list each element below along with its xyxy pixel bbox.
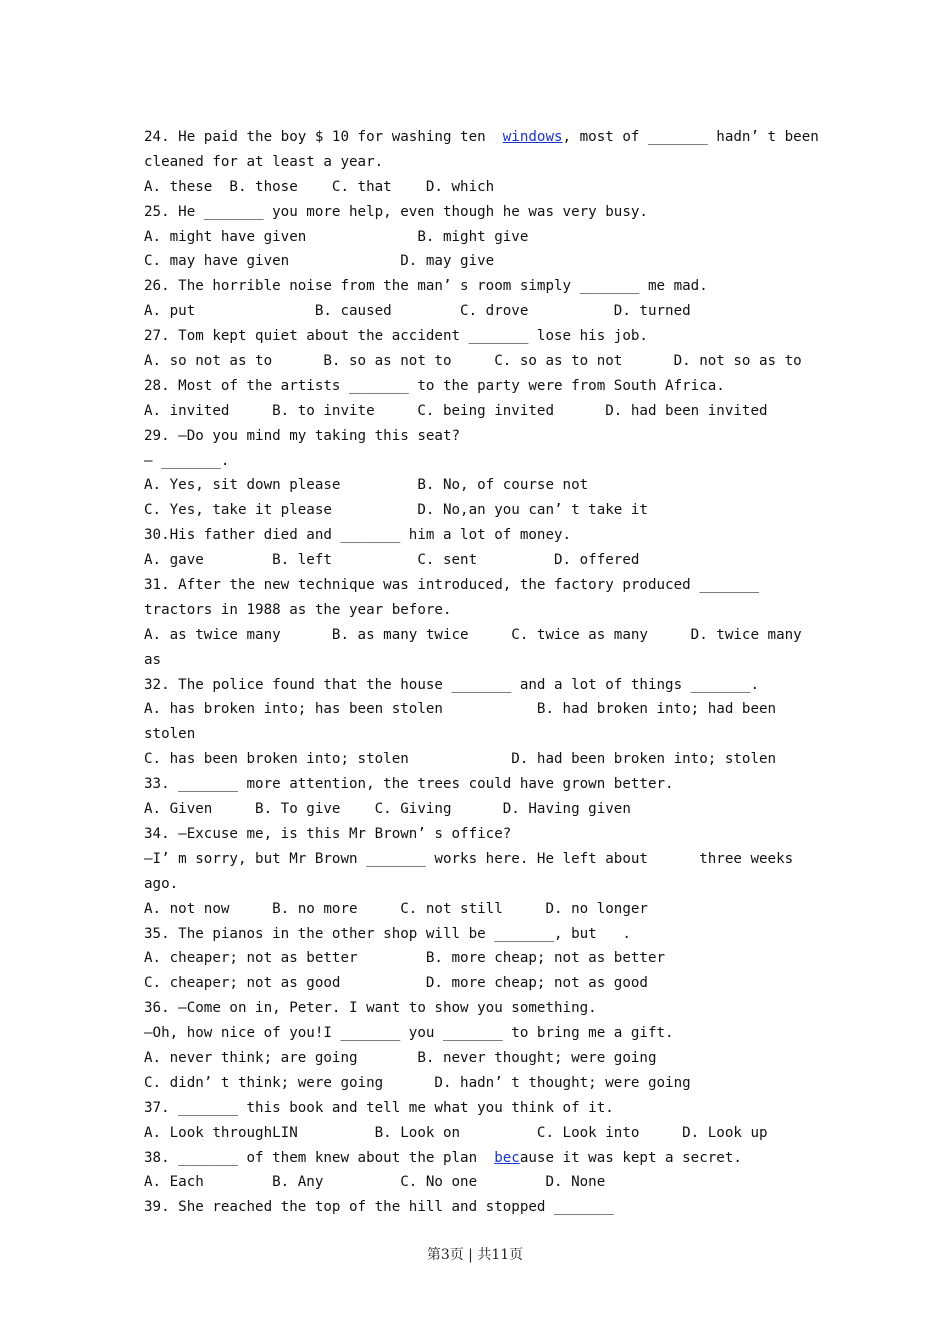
line-text: 25. He _______ you more help, even though he was very busy. <box>144 203 648 220</box>
text-line <box>144 697 814 722</box>
text-line <box>144 349 814 374</box>
text-line <box>144 449 814 474</box>
text-line <box>144 573 814 598</box>
line-text: A. Look throughLIN B. Look on C. Look into D. Look up <box>144 1124 768 1141</box>
line-text: 24. He paid the boy $ 10 for washing ten <box>144 129 503 145</box>
text-line <box>144 225 814 250</box>
text-line <box>144 200 814 225</box>
text-line <box>144 424 814 449</box>
text-line <box>144 747 814 772</box>
text-line <box>144 523 814 548</box>
line-text: , most of _______ hadn’ t been <box>562 129 819 145</box>
line-text: A. these B. those C. that D. which <box>144 178 495 195</box>
hyperlink[interactable]: windows <box>502 129 563 145</box>
line-text: tractors in 1988 as the year before. <box>144 601 452 618</box>
text-line <box>144 125 819 150</box>
text-line <box>144 324 814 349</box>
line-text: C. cheaper; not as good D. more cheap; not as good <box>144 975 648 992</box>
text-line <box>144 971 814 996</box>
text-line <box>144 1121 814 1146</box>
line-text: ago. <box>144 875 179 892</box>
text-line <box>144 897 814 922</box>
line-text: C. Yes, take it please D. No,an you can’ t take it <box>144 502 648 519</box>
line-text: A. Given B. To give C. Giving D. Having given <box>144 801 631 818</box>
line-text: 29. —Do you mind my taking this seat? <box>144 427 461 444</box>
hyperlink[interactable]: bec <box>494 1149 520 1166</box>
line-text: A. Yes, sit down please B. No, of course not <box>144 477 589 494</box>
line-text: 37. _______ this book and tell me what you think of it. <box>144 1099 614 1116</box>
line-text: 39. She reached the top of the hill and stopped _______ <box>144 1199 614 1216</box>
text-line <box>144 175 814 200</box>
text-line <box>144 498 814 523</box>
line-text: A. never think; are going B. never thought; were going <box>144 1049 657 1066</box>
text-line <box>144 249 814 274</box>
line-text: 31. After the new technique was introduced, the factory produced _______ <box>144 577 759 594</box>
text-line <box>144 797 814 822</box>
line-text: stolen <box>144 726 196 743</box>
text-line <box>144 872 814 897</box>
text-line <box>144 598 814 623</box>
text-line <box>144 1021 814 1046</box>
line-text: 36. —Come on in, Peter. I want to show you something. <box>144 1000 597 1017</box>
line-text: A. gave B. left C. sent D. offered <box>144 552 640 569</box>
page-footer: 第3页 | 共11页 <box>426 1247 524 1263</box>
text-line <box>144 623 814 648</box>
line-text: 33. _______ more attention, the trees could have grown better. <box>144 776 674 793</box>
line-text: 27. Tom kept quiet about the accident _______ lose his job. <box>144 328 648 345</box>
line-text: A. invited B. to invite C. being invited D. had been invited <box>144 402 768 419</box>
question-list <box>144 125 819 1220</box>
line-text: ause it was kept a secret. <box>519 1149 742 1166</box>
line-text: —Oh, how nice of you!I _______ you _______ to bring me a gift. <box>144 1025 674 1042</box>
text-line <box>144 673 814 698</box>
text-line <box>144 1071 814 1096</box>
line-text: A. has broken into; has been stolen B. had broken into; had been <box>144 701 777 718</box>
text-line <box>144 274 814 299</box>
text-line <box>144 922 814 947</box>
text-line <box>144 150 814 175</box>
line-text: cleaned for at least a year. <box>144 153 384 170</box>
text-line <box>144 299 814 324</box>
line-text: —I’ m sorry, but Mr Brown _______ works here. He left about three weeks <box>144 850 794 867</box>
text-line <box>144 772 814 797</box>
line-text: A. cheaper; not as better B. more cheap; not as better <box>144 950 666 967</box>
line-text: as <box>144 651 162 668</box>
text-line <box>144 1096 814 1121</box>
text-line <box>144 1046 814 1071</box>
line-text: C. may have given D. may give <box>144 253 495 270</box>
line-text: 30.His father died and _______ him a lot of money. <box>144 527 572 544</box>
line-text: A. as twice many B. as many twice C. twice as many D. twice many <box>144 626 802 643</box>
line-text: C. didn’ t think; were going D. hadn’ t thought; were going <box>144 1074 691 1091</box>
text-line <box>144 847 814 872</box>
line-text: 38. _______ of them knew about the plan <box>144 1149 495 1166</box>
text-line <box>144 473 814 498</box>
line-text: A. might have given B. might give <box>144 228 529 245</box>
line-text: C. has been broken into; stolen D. had been broken into; stolen <box>144 751 777 768</box>
text-line <box>144 1195 814 1220</box>
text-line <box>144 996 814 1021</box>
text-line <box>144 1170 814 1195</box>
line-text: A. so not as to B. so as not to C. so as to not D. not so as to <box>144 353 802 370</box>
text-line <box>144 648 814 673</box>
text-line <box>144 399 814 424</box>
line-text: 34. —Excuse me, is this Mr Brown’ s office? <box>144 825 512 842</box>
line-text: 35. The pianos in the other shop will be _______, but . <box>144 925 631 942</box>
text-line <box>144 548 814 573</box>
line-text: A. not now B. no more C. not still D. no longer <box>144 900 648 917</box>
text-line <box>144 374 814 399</box>
text-line <box>144 722 814 747</box>
line-text: A. put B. caused C. drove D. turned <box>144 303 691 320</box>
line-text: A. Each B. Any C. No one D. None <box>144 1174 606 1191</box>
text-line <box>144 1146 814 1171</box>
line-text: 26. The horrible noise from the man’ s room simply _______ me mad. <box>144 278 708 295</box>
line-text: 28. Most of the artists _______ to the party were from South Africa. <box>144 377 725 394</box>
text-line <box>144 946 814 971</box>
text-line <box>144 822 814 847</box>
line-text: — _______. <box>144 452 230 469</box>
line-text: 32. The police found that the house _______ and a lot of things _______. <box>144 676 759 693</box>
